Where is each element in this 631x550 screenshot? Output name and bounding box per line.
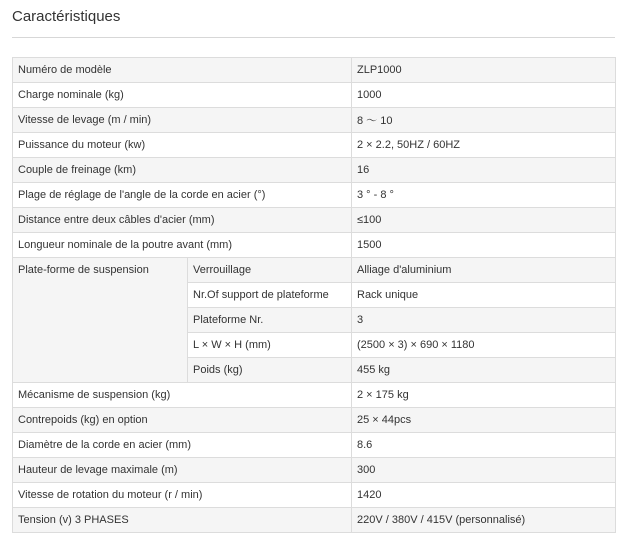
spec-value: 220V / 380V / 415V (personnalisé) [352,508,616,533]
table-row [13,433,616,458]
title-divider [12,37,615,38]
table-row [13,233,616,258]
spec-value: (2500 × 3) × 690 × 1180 [352,333,616,358]
table-row [13,383,616,408]
spec-value: 16 [352,158,616,183]
spec-label: Contrepoids (kg) en option [13,408,352,433]
table-row [13,108,616,133]
spec-value: 1000 [352,83,616,108]
spec-label: Puissance du moteur (kw) [13,133,352,158]
table-row [13,183,616,208]
spec-value: 2 × 175 kg [352,383,616,408]
spec-label: Couple de freinage (km) [13,158,352,183]
spec-sublabel: Nr.Of support de plateforme [188,283,352,308]
table-row [13,483,616,508]
table-row [13,83,616,108]
table-row [13,458,616,483]
spec-label: Plage de réglage de l'angle de la corde en acier (°) [13,183,352,208]
spec-value: 455 kg [352,358,616,383]
spec-value: 1500 [352,233,616,258]
table-row [13,158,616,183]
spec-value: 3 ° - 8 ° [352,183,616,208]
table-row [13,58,616,83]
spec-group-label: Plate-forme de suspension [13,258,188,383]
spec-value: Rack unique [352,283,616,308]
spec-value: ≤100 [352,208,616,233]
spec-value: Alliage d'aluminium [352,258,616,283]
spec-sublabel: Verrouillage [188,258,352,283]
spec-sublabel: Plateforme Nr. [188,308,352,333]
spec-label: Diamètre de la corde en acier (mm) [13,433,352,458]
spec-sublabel: Poids (kg) [188,358,352,383]
spec-value: 2 × 2.2, 50HZ / 60HZ [352,133,616,158]
spec-value: 1420 [352,483,616,508]
table-row [13,258,616,283]
spec-label: Charge nominale (kg) [13,83,352,108]
spec-label: Hauteur de levage maximale (m) [13,458,352,483]
spec-value: 8.6 [352,433,616,458]
table-row [13,133,616,158]
spec-value: 3 [352,308,616,333]
spec-label: Mécanisme de suspension (kg) [13,383,352,408]
spec-label: Vitesse de rotation du moteur (r / min) [13,483,352,508]
spec-sublabel: L × W × H (mm) [188,333,352,358]
spec-label: Vitesse de levage (m / min) [13,108,352,133]
spec-value: 25 × 44pcs [352,408,616,433]
table-row [13,508,616,533]
page-title: Caractéristiques [12,8,121,25]
spec-label: Distance entre deux câbles d'acier (mm) [13,208,352,233]
table-row [13,408,616,433]
spec-value: ZLP1000 [352,58,616,83]
specifications-table [12,57,616,533]
spec-label: Longueur nominale de la poutre avant (mm) [13,233,352,258]
spec-value: 300 [352,458,616,483]
spec-label: Tension (v) 3 PHASES [13,508,352,533]
spec-label: Numéro de modèle [13,58,352,83]
table-row [13,208,616,233]
spec-value: 8 ～ 10 [352,108,616,133]
